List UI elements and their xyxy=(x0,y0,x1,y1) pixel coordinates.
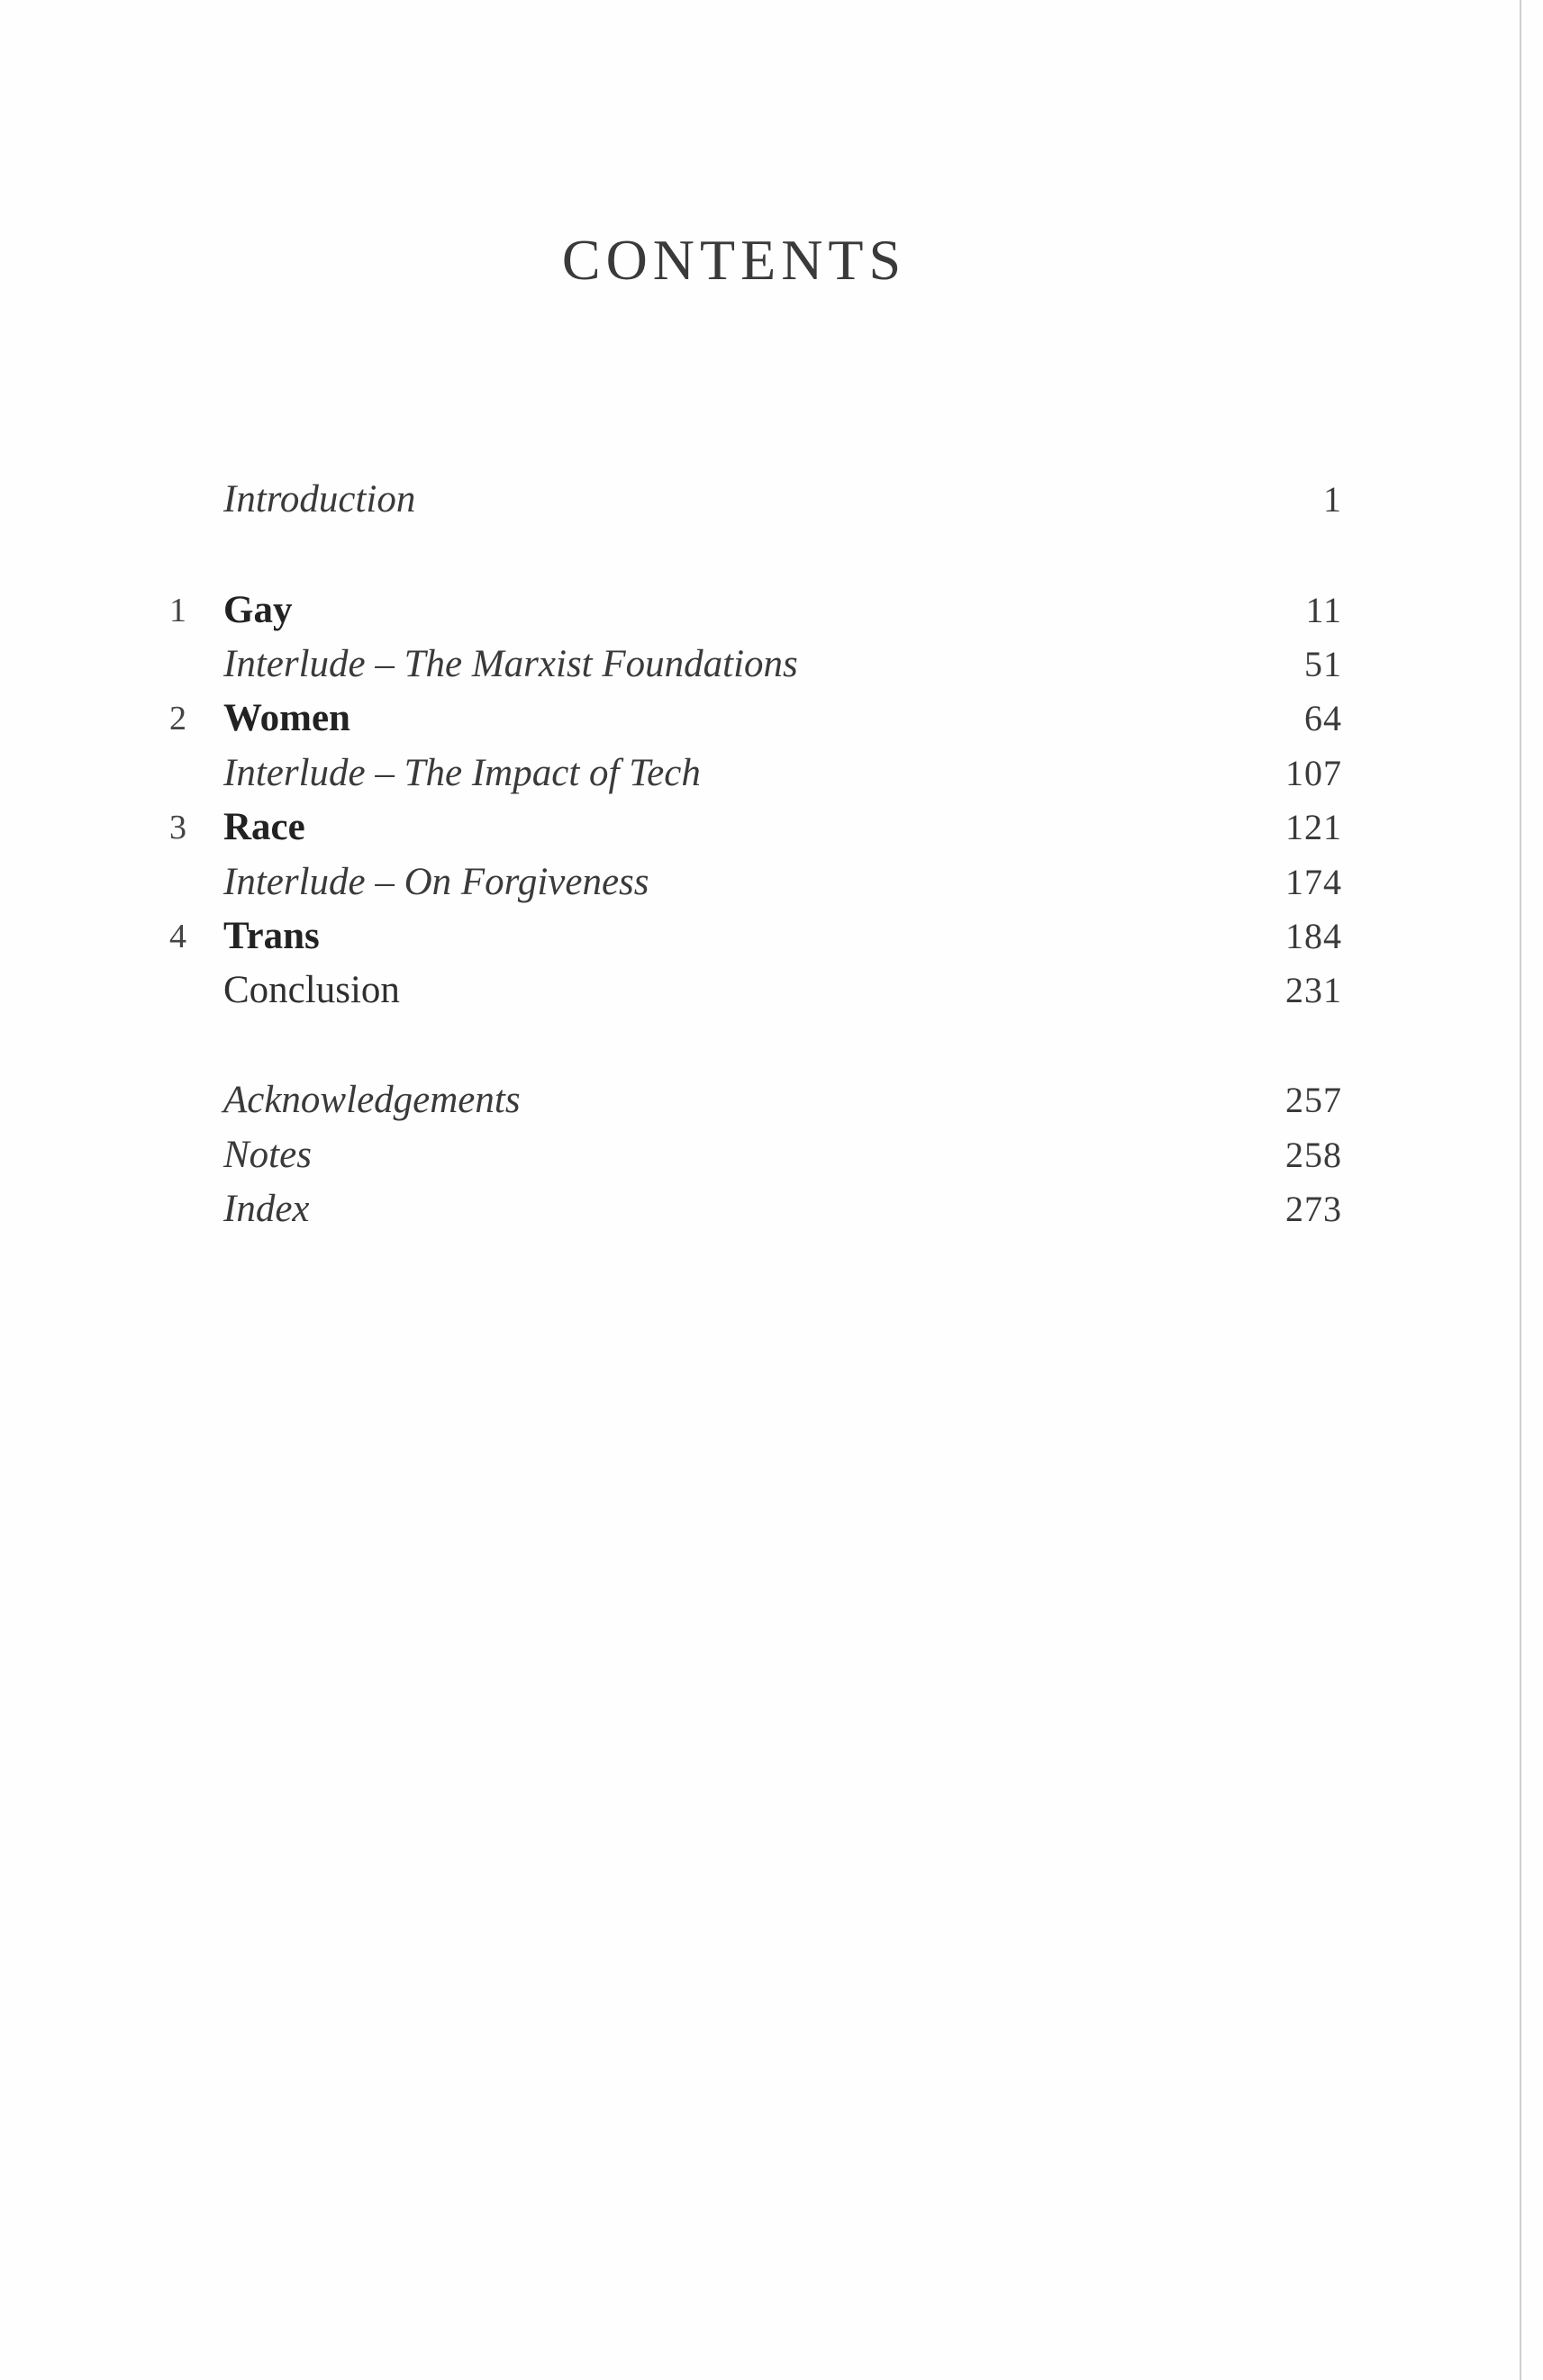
toc-entry-interlude-1[interactable] xyxy=(153,638,1342,692)
toc-entry-title: Notes xyxy=(223,1134,312,1176)
toc-entry-page: 64 xyxy=(1304,698,1342,738)
toc-entry-acknowledgements[interactable] xyxy=(153,1073,1342,1127)
toc-entry-chapter-3[interactable] xyxy=(153,801,1342,855)
toc-entry-conclusion[interactable] xyxy=(153,964,1342,1018)
toc-entry-chapter-2[interactable] xyxy=(153,692,1342,746)
toc-entry-title: Acknowledgements xyxy=(223,1079,521,1121)
toc-entry-number: 1 xyxy=(169,592,186,629)
toc-entry-title: Trans xyxy=(223,915,320,957)
toc-entry-page: 11 xyxy=(1305,590,1342,630)
toc-entry-page: 273 xyxy=(1285,1189,1342,1229)
toc-entry-title: Conclusion xyxy=(223,969,400,1011)
toc-entry-title: Interlude – The Impact of Tech xyxy=(223,752,701,794)
toc-entry-page: 257 xyxy=(1285,1080,1342,1120)
page-edge-divider xyxy=(1520,0,1521,2380)
toc-entry-page: 258 xyxy=(1285,1135,1342,1175)
toc-entry-number: 3 xyxy=(169,809,186,846)
toc-entry-title: Index xyxy=(223,1188,310,1230)
toc-entry-number: 2 xyxy=(169,700,186,738)
toc-entry-title: Women xyxy=(223,697,350,739)
page-title: CONTENTS xyxy=(561,228,907,292)
toc-entry-introduction[interactable] xyxy=(153,473,1342,527)
toc-entry-notes[interactable] xyxy=(153,1128,1342,1182)
toc-entry-page: 121 xyxy=(1285,807,1342,847)
toc-entry-index[interactable] xyxy=(153,1182,1342,1236)
toc-entry-page: 231 xyxy=(1285,970,1342,1010)
toc-entry-title: Interlude – On Forgiveness xyxy=(223,861,649,903)
toc-entry-title: Race xyxy=(223,806,305,848)
toc-entry-number: 4 xyxy=(169,918,186,955)
toc-entry-title: Gay xyxy=(223,589,293,631)
toc-entry-page: 107 xyxy=(1285,753,1342,793)
toc-entry-page: 174 xyxy=(1285,862,1342,902)
toc-entry-chapter-4[interactable] xyxy=(153,909,1342,964)
toc-entry-title: Introduction xyxy=(223,478,416,520)
toc-entry-page: 1 xyxy=(1323,479,1342,520)
toc-entry-interlude-2[interactable] xyxy=(153,747,1342,801)
toc-entry-interlude-3[interactable] xyxy=(153,855,1342,909)
toc-entry-page: 51 xyxy=(1304,644,1342,684)
toc-entry-chapter-1[interactable] xyxy=(153,584,1342,638)
toc-entry-title: Interlude – The Marxist Foundations xyxy=(223,643,798,685)
toc-entry-page: 184 xyxy=(1285,916,1342,956)
